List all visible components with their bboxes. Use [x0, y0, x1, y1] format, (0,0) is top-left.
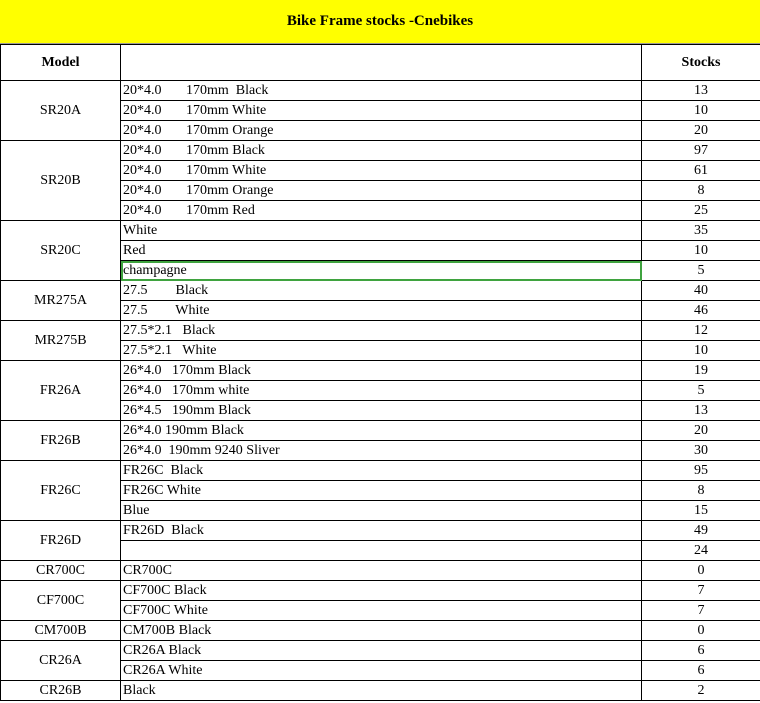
description-cell[interactable]: 27.5*2.1 Black	[121, 321, 642, 341]
stock-cell[interactable]: 5	[642, 261, 760, 281]
description-cell[interactable]: 20*4.0 170mm Orange	[121, 121, 642, 141]
stock-cell[interactable]: 24	[642, 541, 760, 561]
stock-cell[interactable]: 13	[642, 401, 760, 421]
description-cell[interactable]: FR26C White	[121, 481, 642, 501]
description-cell[interactable]: CF700C Black	[121, 581, 642, 601]
stock-cell[interactable]: 20	[642, 421, 760, 441]
stock-cell[interactable]: 6	[642, 661, 760, 681]
stock-cell[interactable]: 13	[642, 81, 760, 101]
description-cell[interactable]: 20*4.0 170mm Black	[121, 141, 642, 161]
stock-cell[interactable]: 20	[642, 121, 760, 141]
header-model[interactable]: Model	[1, 45, 121, 81]
description-cell[interactable]: 20*4.0 170mm White	[121, 161, 642, 181]
model-cell[interactable]: MR275B	[1, 321, 121, 361]
table-row	[1, 461, 760, 481]
table-row	[1, 581, 760, 601]
description-cell[interactable]: 27.5 White	[121, 301, 642, 321]
stock-cell[interactable]: 95	[642, 461, 760, 481]
stock-cell[interactable]: 46	[642, 301, 760, 321]
stock-cell[interactable]: 6	[642, 641, 760, 661]
model-cell[interactable]: FR26D	[1, 521, 121, 561]
stock-cell[interactable]: 19	[642, 361, 760, 381]
table-row	[1, 641, 760, 661]
description-cell[interactable]: 26*4.0 190mm Black	[121, 421, 642, 441]
description-cell[interactable]: CM700B Black	[121, 621, 642, 641]
description-cell[interactable]: Red	[121, 241, 642, 261]
description-cell[interactable]	[121, 541, 642, 561]
table-body	[1, 81, 760, 701]
description-cell[interactable]: CR700C	[121, 561, 642, 581]
sheet-title[interactable]: Bike Frame stocks -Cnebikes	[0, 0, 760, 44]
model-cell[interactable]: CR26A	[1, 641, 121, 681]
header-description[interactable]	[121, 45, 642, 81]
description-cell[interactable]: 26*4.0 170mm white	[121, 381, 642, 401]
description-cell[interactable]: 27.5*2.1 White	[121, 341, 642, 361]
table-row	[1, 281, 760, 301]
description-cell[interactable]: Blue	[121, 501, 642, 521]
description-cell[interactable]: 20*4.0 170mm White	[121, 101, 642, 121]
header-row	[1, 45, 760, 81]
description-cell[interactable]: 26*4.0 190mm 9240 Sliver	[121, 441, 642, 461]
description-cell[interactable]: CR26A White	[121, 661, 642, 681]
description-cell[interactable]: 27.5 Black	[121, 281, 642, 301]
description-cell[interactable]: CR26A Black	[121, 641, 642, 661]
table-row	[1, 221, 760, 241]
table-row	[1, 621, 760, 641]
stock-cell[interactable]: 30	[642, 441, 760, 461]
description-cell[interactable]: 20*4.0 170mm Orange	[121, 181, 642, 201]
model-cell[interactable]: CF700C	[1, 581, 121, 621]
model-cell[interactable]: CR26B	[1, 681, 121, 701]
model-cell[interactable]: SR20B	[1, 141, 121, 221]
stock-cell[interactable]: 49	[642, 521, 760, 541]
model-cell[interactable]: SR20A	[1, 81, 121, 141]
stock-cell[interactable]: 7	[642, 601, 760, 621]
stock-cell[interactable]: 0	[642, 561, 760, 581]
description-cell[interactable]: 26*4.5 190mm Black	[121, 401, 642, 421]
stock-cell[interactable]: 10	[642, 241, 760, 261]
stock-cell[interactable]: 40	[642, 281, 760, 301]
table-row	[1, 521, 760, 541]
description-cell[interactable]: 20*4.0 170mm Black	[121, 81, 642, 101]
stock-cell[interactable]: 0	[642, 621, 760, 641]
model-cell[interactable]: CM700B	[1, 621, 121, 641]
description-cell[interactable]: CF700C White	[121, 601, 642, 621]
model-cell[interactable]: FR26B	[1, 421, 121, 461]
stock-cell[interactable]: 8	[642, 181, 760, 201]
stock-cell[interactable]: 15	[642, 501, 760, 521]
model-cell[interactable]: CR700C	[1, 561, 121, 581]
table-row	[1, 321, 760, 341]
stock-cell[interactable]: 5	[642, 381, 760, 401]
description-cell[interactable]: 26*4.0 170mm Black	[121, 361, 642, 381]
stock-cell[interactable]: 25	[642, 201, 760, 221]
stock-cell[interactable]: 10	[642, 341, 760, 361]
model-cell[interactable]: FR26C	[1, 461, 121, 521]
model-cell[interactable]: SR20C	[1, 221, 121, 281]
stock-table	[0, 44, 760, 701]
description-cell[interactable]: 20*4.0 170mm Red	[121, 201, 642, 221]
description-cell[interactable]: FR26C Black	[121, 461, 642, 481]
table-row	[1, 81, 760, 101]
stock-cell[interactable]: 10	[642, 101, 760, 121]
description-cell-selected[interactable]: champagne	[121, 261, 642, 281]
table-row	[1, 141, 760, 161]
description-cell[interactable]: Black	[121, 681, 642, 701]
table-row	[1, 361, 760, 381]
table-row	[1, 561, 760, 581]
stock-cell[interactable]: 61	[642, 161, 760, 181]
table-row	[1, 421, 760, 441]
stock-cell[interactable]: 97	[642, 141, 760, 161]
stock-cell[interactable]: 12	[642, 321, 760, 341]
stock-cell[interactable]: 7	[642, 581, 760, 601]
model-cell[interactable]: FR26A	[1, 361, 121, 421]
table-row	[1, 681, 760, 701]
model-cell[interactable]: MR275A	[1, 281, 121, 321]
description-cell[interactable]: White	[121, 221, 642, 241]
stock-cell[interactable]: 35	[642, 221, 760, 241]
stock-cell[interactable]: 2	[642, 681, 760, 701]
header-stocks[interactable]: Stocks	[642, 45, 760, 81]
stock-cell[interactable]: 8	[642, 481, 760, 501]
description-cell[interactable]: FR26D Black	[121, 521, 642, 541]
